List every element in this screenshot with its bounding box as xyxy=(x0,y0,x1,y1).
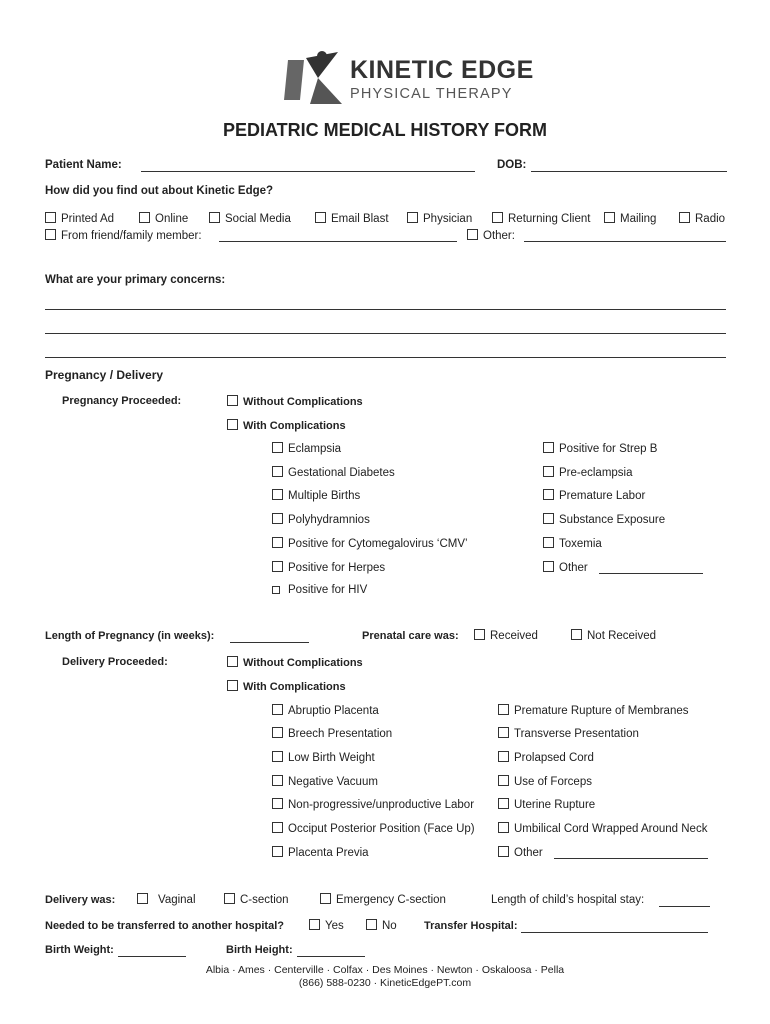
option-label: Use of Forceps xyxy=(514,776,592,788)
checkbox-icon[interactable] xyxy=(543,561,554,572)
option-email-blast[interactable] xyxy=(315,212,389,225)
option-label: Online xyxy=(155,213,189,225)
option-label: Email Blast xyxy=(331,213,389,225)
checkbox-icon[interactable] xyxy=(272,846,283,857)
option-label: Gestational Diabetes xyxy=(288,467,395,479)
option-label: Positive for Cytomegalovirus ‘CMV’ xyxy=(288,538,468,550)
checkbox-icon[interactable] xyxy=(498,751,509,762)
checkbox-icon[interactable] xyxy=(272,751,283,762)
checkbox-icon[interactable] xyxy=(543,537,554,548)
checkbox-icon[interactable] xyxy=(498,798,509,809)
checkbox-icon[interactable] xyxy=(272,822,283,833)
checkbox-icon[interactable] xyxy=(272,561,283,572)
delivery-was-label: Delivery was: xyxy=(45,894,116,906)
delivery-c-section[interactable] xyxy=(224,893,289,906)
delivery-complication[interactable] xyxy=(498,775,592,788)
delivery-vaginal[interactable] xyxy=(137,893,196,906)
checkbox-icon[interactable] xyxy=(272,537,283,548)
pregnancy-heading: Pregnancy / Delivery xyxy=(45,368,164,382)
checkbox-icon[interactable] xyxy=(543,513,554,524)
checkbox-icon[interactable] xyxy=(498,775,509,786)
checkbox-icon[interactable] xyxy=(209,212,220,223)
option-label: C-section xyxy=(240,894,289,906)
option-label: Low Birth Weight xyxy=(288,752,375,764)
checkbox-icon[interactable] xyxy=(272,489,283,500)
option-label: Without Complications xyxy=(243,657,363,669)
patient-name-field[interactable] xyxy=(141,161,475,172)
checkbox-icon[interactable] xyxy=(604,212,615,223)
pregnancy-complication[interactable] xyxy=(543,466,633,479)
checkbox-icon[interactable] xyxy=(227,680,238,691)
option-label: Positive for Herpes xyxy=(288,562,386,574)
delivery-complication[interactable] xyxy=(272,822,475,835)
pregnancy-other-field[interactable] xyxy=(599,563,703,574)
prenatal-care-label: Prenatal care was: xyxy=(362,630,459,642)
checkbox-icon[interactable] xyxy=(272,775,283,786)
transfer-no[interactable] xyxy=(366,919,397,932)
pregnancy-complication[interactable] xyxy=(272,537,468,550)
concerns-label: What are your primary concerns: xyxy=(45,274,226,286)
delivery-complication[interactable] xyxy=(498,751,594,764)
delivery-complication[interactable] xyxy=(498,727,639,740)
kinetic-edge-logo xyxy=(282,48,534,108)
checkbox-icon[interactable] xyxy=(571,629,582,640)
delivery-without-complications[interactable] xyxy=(227,656,363,669)
checkbox-icon[interactable] xyxy=(407,212,418,223)
prenatal-not-received[interactable] xyxy=(571,629,656,642)
option-label: Without Complications xyxy=(243,396,363,408)
transfer-label: Needed to be transferred to another hospital? xyxy=(45,920,284,932)
birth-weight-field[interactable] xyxy=(118,946,186,957)
option-radio[interactable] xyxy=(679,212,725,225)
checkbox-icon[interactable] xyxy=(474,629,485,640)
checkbox-icon[interactable] xyxy=(227,395,238,406)
option-label: Eclampsia xyxy=(288,443,342,455)
delivery-complication[interactable] xyxy=(272,727,392,740)
pregnancy-length-label: Length of Pregnancy (in weeks): xyxy=(45,630,215,642)
pregnancy-length-field[interactable] xyxy=(230,632,309,643)
checkbox-icon[interactable] xyxy=(227,419,238,430)
delivery-complication[interactable] xyxy=(272,704,379,717)
option-label: Placenta Previa xyxy=(288,847,369,859)
option-label: Breech Presentation xyxy=(288,728,393,740)
pregnancy-complication[interactable] xyxy=(543,442,657,455)
transfer-hospital-field[interactable] xyxy=(521,922,708,933)
delivery-complication[interactable] xyxy=(498,798,595,811)
pregnancy-proceeded-label: Pregnancy Proceeded: xyxy=(62,395,182,407)
option-label: Positive for HIV xyxy=(288,584,368,596)
delivery-emergency-c-section[interactable] xyxy=(320,893,446,906)
option-label: Abruptio Placenta xyxy=(288,705,379,717)
option-social-media[interactable] xyxy=(209,212,291,225)
pregnancy-complication[interactable] xyxy=(272,442,341,455)
checkbox-icon[interactable] xyxy=(679,212,690,223)
concerns-line-3[interactable] xyxy=(45,357,726,358)
birth-weight-label: Birth Weight: xyxy=(45,944,114,956)
option-label: Vaginal xyxy=(158,894,196,906)
option-returning-client[interactable] xyxy=(492,212,590,225)
checkbox-icon[interactable] xyxy=(492,212,503,223)
form-title: PEDIATRIC MEDICAL HISTORY FORM xyxy=(222,120,548,140)
pregnancy-complication[interactable] xyxy=(272,561,385,574)
pregnancy-complication[interactable] xyxy=(272,584,367,596)
delivery-complication[interactable] xyxy=(272,775,378,788)
checkbox-icon[interactable] xyxy=(543,442,554,453)
option-mailing[interactable] xyxy=(604,212,656,225)
option-label: Positive for Strep B xyxy=(559,443,658,455)
option-label: Umbilical Cord Wrapped Around Neck xyxy=(514,823,708,835)
pregnancy-complication[interactable] xyxy=(272,466,395,479)
delivery-complication[interactable] xyxy=(272,751,375,764)
option-label: Polyhydramnios xyxy=(288,514,370,526)
option-label: Returning Client xyxy=(508,213,591,225)
concerns-line-1[interactable] xyxy=(45,309,726,310)
pregnancy-complication[interactable] xyxy=(543,489,645,502)
option-other[interactable] xyxy=(467,229,515,242)
logo-brand-name: KINETIC EDGE xyxy=(350,56,534,84)
delivery-other-field[interactable] xyxy=(554,848,708,859)
option-label: Substance Exposure xyxy=(559,514,666,526)
friend-family-field[interactable] xyxy=(219,231,457,242)
logo-brand-sub: PHYSICAL THERAPY xyxy=(350,86,513,102)
transfer-yes[interactable] xyxy=(309,919,344,932)
option-friend-family[interactable] xyxy=(45,229,202,242)
prenatal-received[interactable] xyxy=(474,629,538,642)
checkbox-icon[interactable] xyxy=(467,229,478,240)
checkbox-icon[interactable] xyxy=(272,442,283,453)
option-label: Not Received xyxy=(587,630,657,642)
option-label: Pre-eclampsia xyxy=(559,467,633,479)
option-label: Prolapsed Cord xyxy=(514,752,594,764)
pregnancy-complication[interactable] xyxy=(272,513,370,526)
checkbox-icon[interactable] xyxy=(498,846,509,857)
checkbox-icon[interactable] xyxy=(498,822,509,833)
option-label: With Complications xyxy=(243,420,346,432)
option-label: Transverse Presentation xyxy=(514,728,639,740)
checkbox-icon[interactable] xyxy=(272,727,283,738)
hospital-stay-label: Length of child’s hospital stay: xyxy=(491,894,645,906)
option-label: Uterine Rupture xyxy=(514,799,596,811)
delivery-with-complications[interactable] xyxy=(227,680,346,693)
option-label: Occiput Posterior Position (Face Up) xyxy=(288,823,475,835)
checkbox-icon[interactable] xyxy=(272,704,283,715)
checkbox-icon[interactable] xyxy=(224,893,235,904)
checkbox-icon[interactable] xyxy=(272,466,283,477)
option-label: Toxemia xyxy=(559,538,602,550)
option-online[interactable] xyxy=(139,212,188,225)
footer-locations: Albia · Ames · Centerville · Colfax · Des Moines · Newton · Oskaloosa · Pella xyxy=(205,964,565,976)
pregnancy-with-complications[interactable] xyxy=(227,419,346,432)
dob-label: DOB: xyxy=(497,159,527,171)
option-physician[interactable] xyxy=(407,212,472,225)
option-label: Mailing xyxy=(620,213,657,225)
checkbox-icon[interactable] xyxy=(320,893,331,904)
checkbox-icon[interactable] xyxy=(137,893,148,904)
pregnancy-complication[interactable] xyxy=(543,537,602,550)
option-printed-ad[interactable] xyxy=(45,212,114,225)
dob-field[interactable] xyxy=(531,161,727,172)
checkbox-icon[interactable] xyxy=(139,212,150,223)
option-label: Radio xyxy=(695,213,726,225)
patient-name-label: Patient Name: xyxy=(45,159,122,171)
option-label: Received xyxy=(490,630,538,642)
birth-height-field[interactable] xyxy=(297,946,365,957)
checkbox-icon[interactable] xyxy=(227,656,238,667)
option-label: Other xyxy=(559,562,588,574)
option-label: No xyxy=(382,920,397,932)
checkbox-icon[interactable] xyxy=(366,919,377,930)
hospital-stay-field[interactable] xyxy=(659,896,710,907)
option-label: Yes xyxy=(325,920,344,932)
checkbox-icon[interactable] xyxy=(498,704,509,715)
delivery-proceeded-label: Delivery Proceeded: xyxy=(62,656,168,668)
footer-contact: (866) 588-0230 · KineticEdgePT.com xyxy=(298,977,472,989)
option-label: Premature Labor xyxy=(559,490,646,502)
checkbox-icon[interactable] xyxy=(315,212,326,223)
checkbox-icon[interactable] xyxy=(272,513,283,524)
option-label: Negative Vacuum xyxy=(288,776,378,788)
delivery-complication[interactable] xyxy=(272,798,474,811)
option-label: Printed Ad xyxy=(61,213,115,225)
delivery-complication-other[interactable] xyxy=(498,846,543,859)
pregnancy-without-complications[interactable] xyxy=(227,395,363,408)
other-source-field[interactable] xyxy=(524,231,726,242)
option-label: Emergency C-section xyxy=(336,894,446,906)
checkbox-icon[interactable] xyxy=(272,586,280,594)
checkbox-icon[interactable] xyxy=(272,798,283,809)
option-label: Other: xyxy=(483,230,515,242)
checkbox-icon[interactable] xyxy=(309,919,320,930)
option-label: Social Media xyxy=(225,213,291,225)
option-label: Multiple Births xyxy=(288,490,361,502)
concerns-line-2[interactable] xyxy=(45,333,726,334)
option-label: Premature Rupture of Membranes xyxy=(514,705,689,717)
checkbox-icon[interactable] xyxy=(543,489,554,500)
checkbox-icon[interactable] xyxy=(498,727,509,738)
source-question: How did you find out about Kinetic Edge? xyxy=(45,185,274,197)
checkbox-icon[interactable] xyxy=(45,212,56,223)
option-label: From friend/family member: xyxy=(61,230,202,242)
pregnancy-complication-other[interactable] xyxy=(543,561,588,574)
option-label: With Complications xyxy=(243,681,346,693)
runner-mark-icon xyxy=(282,48,352,108)
delivery-complication[interactable] xyxy=(498,704,689,717)
option-label: Other xyxy=(514,847,543,859)
delivery-complication[interactable] xyxy=(498,822,707,835)
delivery-complication[interactable] xyxy=(272,846,369,859)
birth-height-label: Birth Height: xyxy=(226,944,293,956)
transfer-hospital-label: Transfer Hospital: xyxy=(424,920,518,932)
pregnancy-complication[interactable] xyxy=(272,489,360,502)
option-label: Non-progressive/unproductive Labor xyxy=(288,799,475,811)
pregnancy-complication[interactable] xyxy=(543,513,665,526)
checkbox-icon[interactable] xyxy=(45,229,56,240)
checkbox-icon[interactable] xyxy=(543,466,554,477)
option-label: Physician xyxy=(423,213,473,225)
